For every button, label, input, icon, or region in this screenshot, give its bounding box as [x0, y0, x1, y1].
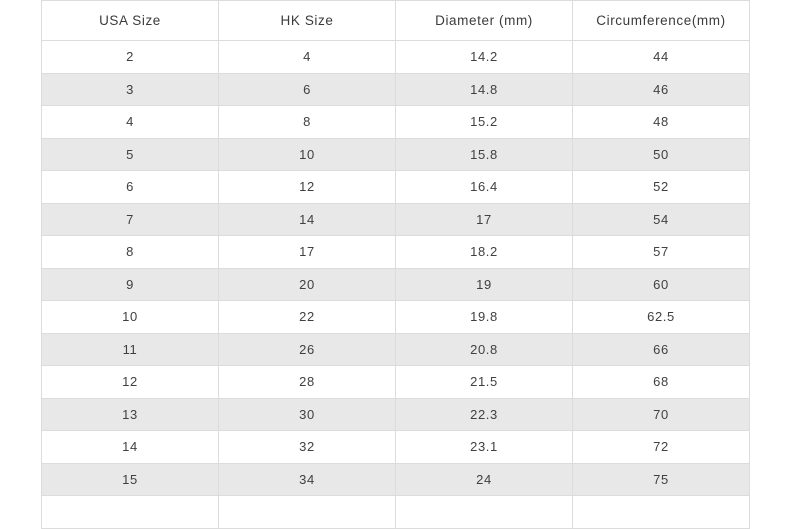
cell-usa-size: 9 — [42, 268, 219, 301]
cell-usa-size: 11 — [42, 333, 219, 366]
cell-hk-size: 22 — [219, 301, 396, 334]
size-table-container — [41, 0, 749, 529]
column-header-diameter: Diameter (mm) — [396, 1, 573, 41]
cell-circumference: 66 — [573, 333, 750, 366]
column-header-hk-size: HK Size — [219, 1, 396, 41]
cell-circumference: 44 — [573, 41, 750, 74]
table-row — [42, 431, 750, 464]
cell-hk-size: 14 — [219, 203, 396, 236]
size-table — [41, 0, 750, 529]
cell-circumference: 54 — [573, 203, 750, 236]
cell-diameter — [396, 496, 573, 529]
cell-usa-size: 5 — [42, 138, 219, 171]
table-row — [42, 138, 750, 171]
cell-hk-size: 34 — [219, 463, 396, 496]
table-header-row — [42, 1, 750, 41]
cell-diameter: 14.2 — [396, 41, 573, 74]
cell-diameter: 21.5 — [396, 366, 573, 399]
cell-diameter: 14.8 — [396, 73, 573, 106]
cell-circumference: 50 — [573, 138, 750, 171]
cell-usa-size: 14 — [42, 431, 219, 464]
table-row — [42, 268, 750, 301]
cell-hk-size: 30 — [219, 398, 396, 431]
table-row — [42, 398, 750, 431]
cell-diameter: 24 — [396, 463, 573, 496]
cell-usa-size: 4 — [42, 106, 219, 139]
cell-hk-size: 17 — [219, 236, 396, 269]
table-row — [42, 236, 750, 269]
cell-circumference: 48 — [573, 106, 750, 139]
cell-usa-size: 13 — [42, 398, 219, 431]
cell-circumference: 72 — [573, 431, 750, 464]
table-row — [42, 333, 750, 366]
cell-diameter: 23.1 — [396, 431, 573, 464]
cell-diameter: 18.2 — [396, 236, 573, 269]
table-row — [42, 106, 750, 139]
table-row — [42, 41, 750, 74]
table-row — [42, 366, 750, 399]
cell-usa-size: 12 — [42, 366, 219, 399]
cell-diameter: 20.8 — [396, 333, 573, 366]
cell-usa-size: 10 — [42, 301, 219, 334]
cell-diameter: 15.2 — [396, 106, 573, 139]
cell-circumference — [573, 496, 750, 529]
cell-diameter: 16.4 — [396, 171, 573, 204]
cell-hk-size: 8 — [219, 106, 396, 139]
cell-hk-size: 28 — [219, 366, 396, 399]
table-header — [42, 1, 750, 41]
cell-usa-size: 8 — [42, 236, 219, 269]
cell-circumference: 75 — [573, 463, 750, 496]
cell-hk-size — [219, 496, 396, 529]
cell-circumference: 46 — [573, 73, 750, 106]
table-row — [42, 73, 750, 106]
cell-hk-size: 10 — [219, 138, 396, 171]
cell-circumference: 57 — [573, 236, 750, 269]
cell-usa-size: 15 — [42, 463, 219, 496]
cell-circumference: 68 — [573, 366, 750, 399]
cell-circumference: 62.5 — [573, 301, 750, 334]
cell-circumference: 60 — [573, 268, 750, 301]
cell-usa-size: 6 — [42, 171, 219, 204]
table-row — [42, 301, 750, 334]
cell-hk-size: 6 — [219, 73, 396, 106]
cell-diameter: 17 — [396, 203, 573, 236]
cell-hk-size: 20 — [219, 268, 396, 301]
cell-diameter: 19 — [396, 268, 573, 301]
cell-diameter: 22.3 — [396, 398, 573, 431]
column-header-circumference: Circumference(mm) — [573, 1, 750, 41]
column-header-usa-size: USA Size — [42, 1, 219, 41]
cell-usa-size — [42, 496, 219, 529]
table-row — [42, 496, 750, 529]
table-row — [42, 203, 750, 236]
cell-usa-size: 7 — [42, 203, 219, 236]
table-row — [42, 171, 750, 204]
cell-circumference: 70 — [573, 398, 750, 431]
cell-hk-size: 4 — [219, 41, 396, 74]
cell-usa-size: 2 — [42, 41, 219, 74]
cell-hk-size: 32 — [219, 431, 396, 464]
cell-diameter: 19.8 — [396, 301, 573, 334]
table-row — [42, 463, 750, 496]
cell-usa-size: 3 — [42, 73, 219, 106]
cell-hk-size: 26 — [219, 333, 396, 366]
cell-hk-size: 12 — [219, 171, 396, 204]
cell-diameter: 15.8 — [396, 138, 573, 171]
cell-circumference: 52 — [573, 171, 750, 204]
table-body — [42, 41, 750, 529]
